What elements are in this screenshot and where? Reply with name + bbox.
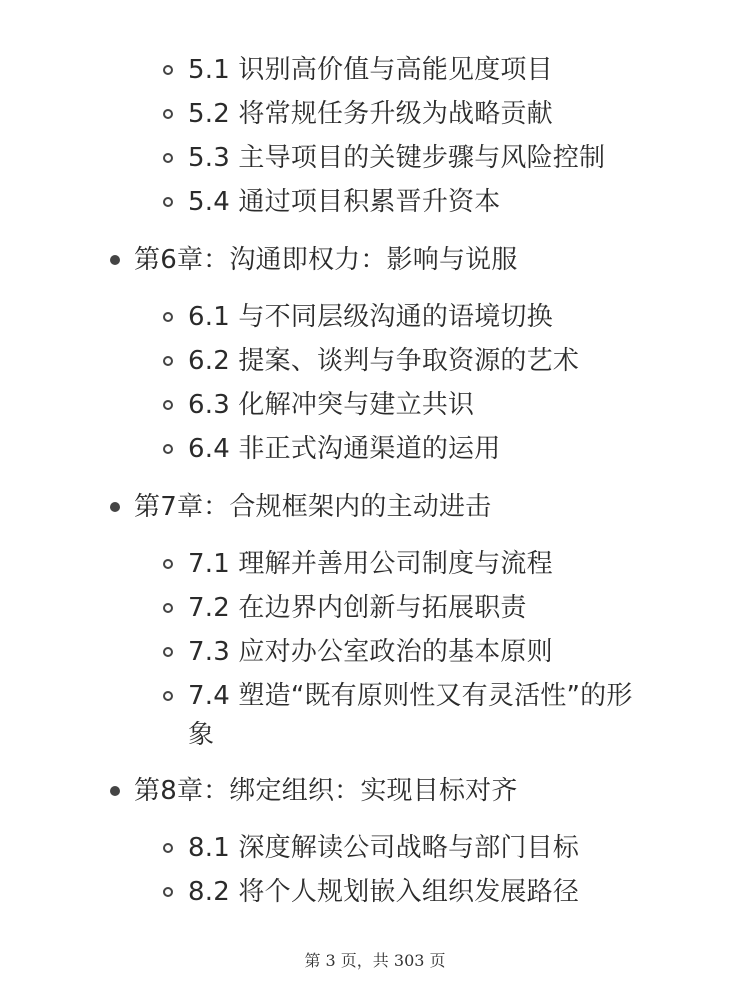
toc-item-5-4: 5.4 通过项目积累晋升资本 bbox=[188, 187, 501, 217]
toc-item-7-4-continued: 象 bbox=[188, 720, 215, 750]
toc-item-7-1: 7.1 理解并善用公司制度与流程 bbox=[188, 549, 553, 579]
sub-bullet-icon bbox=[163, 843, 173, 853]
chapter-bullet-icon bbox=[110, 502, 120, 512]
sub-bullet-icon bbox=[163, 603, 173, 613]
sub-bullet-icon bbox=[163, 65, 173, 75]
sub-bullet-icon bbox=[163, 647, 173, 657]
toc-item-6-3: 6.3 化解冲突与建立共识 bbox=[188, 390, 475, 420]
toc-item-5-3: 5.3 主导项目的关键步骤与风险控制 bbox=[188, 143, 606, 173]
sub-bullet-icon bbox=[163, 109, 173, 119]
toc-item-6-4: 6.4 非正式沟通渠道的运用 bbox=[188, 434, 501, 464]
toc-item-8-2: 8.2 将个人规划嵌入组织发展路径 bbox=[188, 877, 580, 907]
toc-item-6-2: 6.2 提案、谈判与争取资源的艺术 bbox=[188, 346, 580, 376]
toc-item-5-2: 5.2 将常规任务升级为战略贡献 bbox=[188, 99, 553, 129]
toc-item-7-3: 7.3 应对办公室政治的基本原则 bbox=[188, 637, 553, 667]
toc-item-7-2: 7.2 在边界内创新与拓展职责 bbox=[188, 593, 527, 623]
sub-bullet-icon bbox=[163, 356, 173, 366]
sub-bullet-icon bbox=[163, 400, 173, 410]
sub-bullet-icon bbox=[163, 153, 173, 163]
chapter-bullet-icon bbox=[110, 255, 120, 265]
toc-item-6-1: 6.1 与不同层级沟通的语境切换 bbox=[188, 302, 553, 332]
sub-bullet-icon bbox=[163, 691, 173, 701]
chapter-8-heading: 第8章：绑定组织：实现目标对齐 bbox=[134, 776, 518, 806]
sub-bullet-icon bbox=[163, 887, 173, 897]
chapter-6-heading: 第6章：沟通即权力：影响与说服 bbox=[134, 245, 518, 275]
sub-bullet-icon bbox=[163, 559, 173, 569]
chapter-7-heading: 第7章：合规框架内的主动进击 bbox=[134, 492, 492, 522]
chapter-bullet-icon bbox=[110, 786, 120, 796]
page-footer: 第 3 页，共 303 页 bbox=[304, 951, 446, 970]
toc-item-7-4: 7.4 塑造“既有原则性又有灵活性”的形 bbox=[188, 681, 633, 711]
sub-bullet-icon bbox=[163, 312, 173, 322]
sub-bullet-icon bbox=[163, 197, 173, 207]
toc-item-5-1: 5.1 识别高价值与高能见度项目 bbox=[188, 55, 553, 85]
sub-bullet-icon bbox=[163, 444, 173, 454]
toc-item-8-1: 8.1 深度解读公司战略与部门目标 bbox=[188, 833, 580, 863]
